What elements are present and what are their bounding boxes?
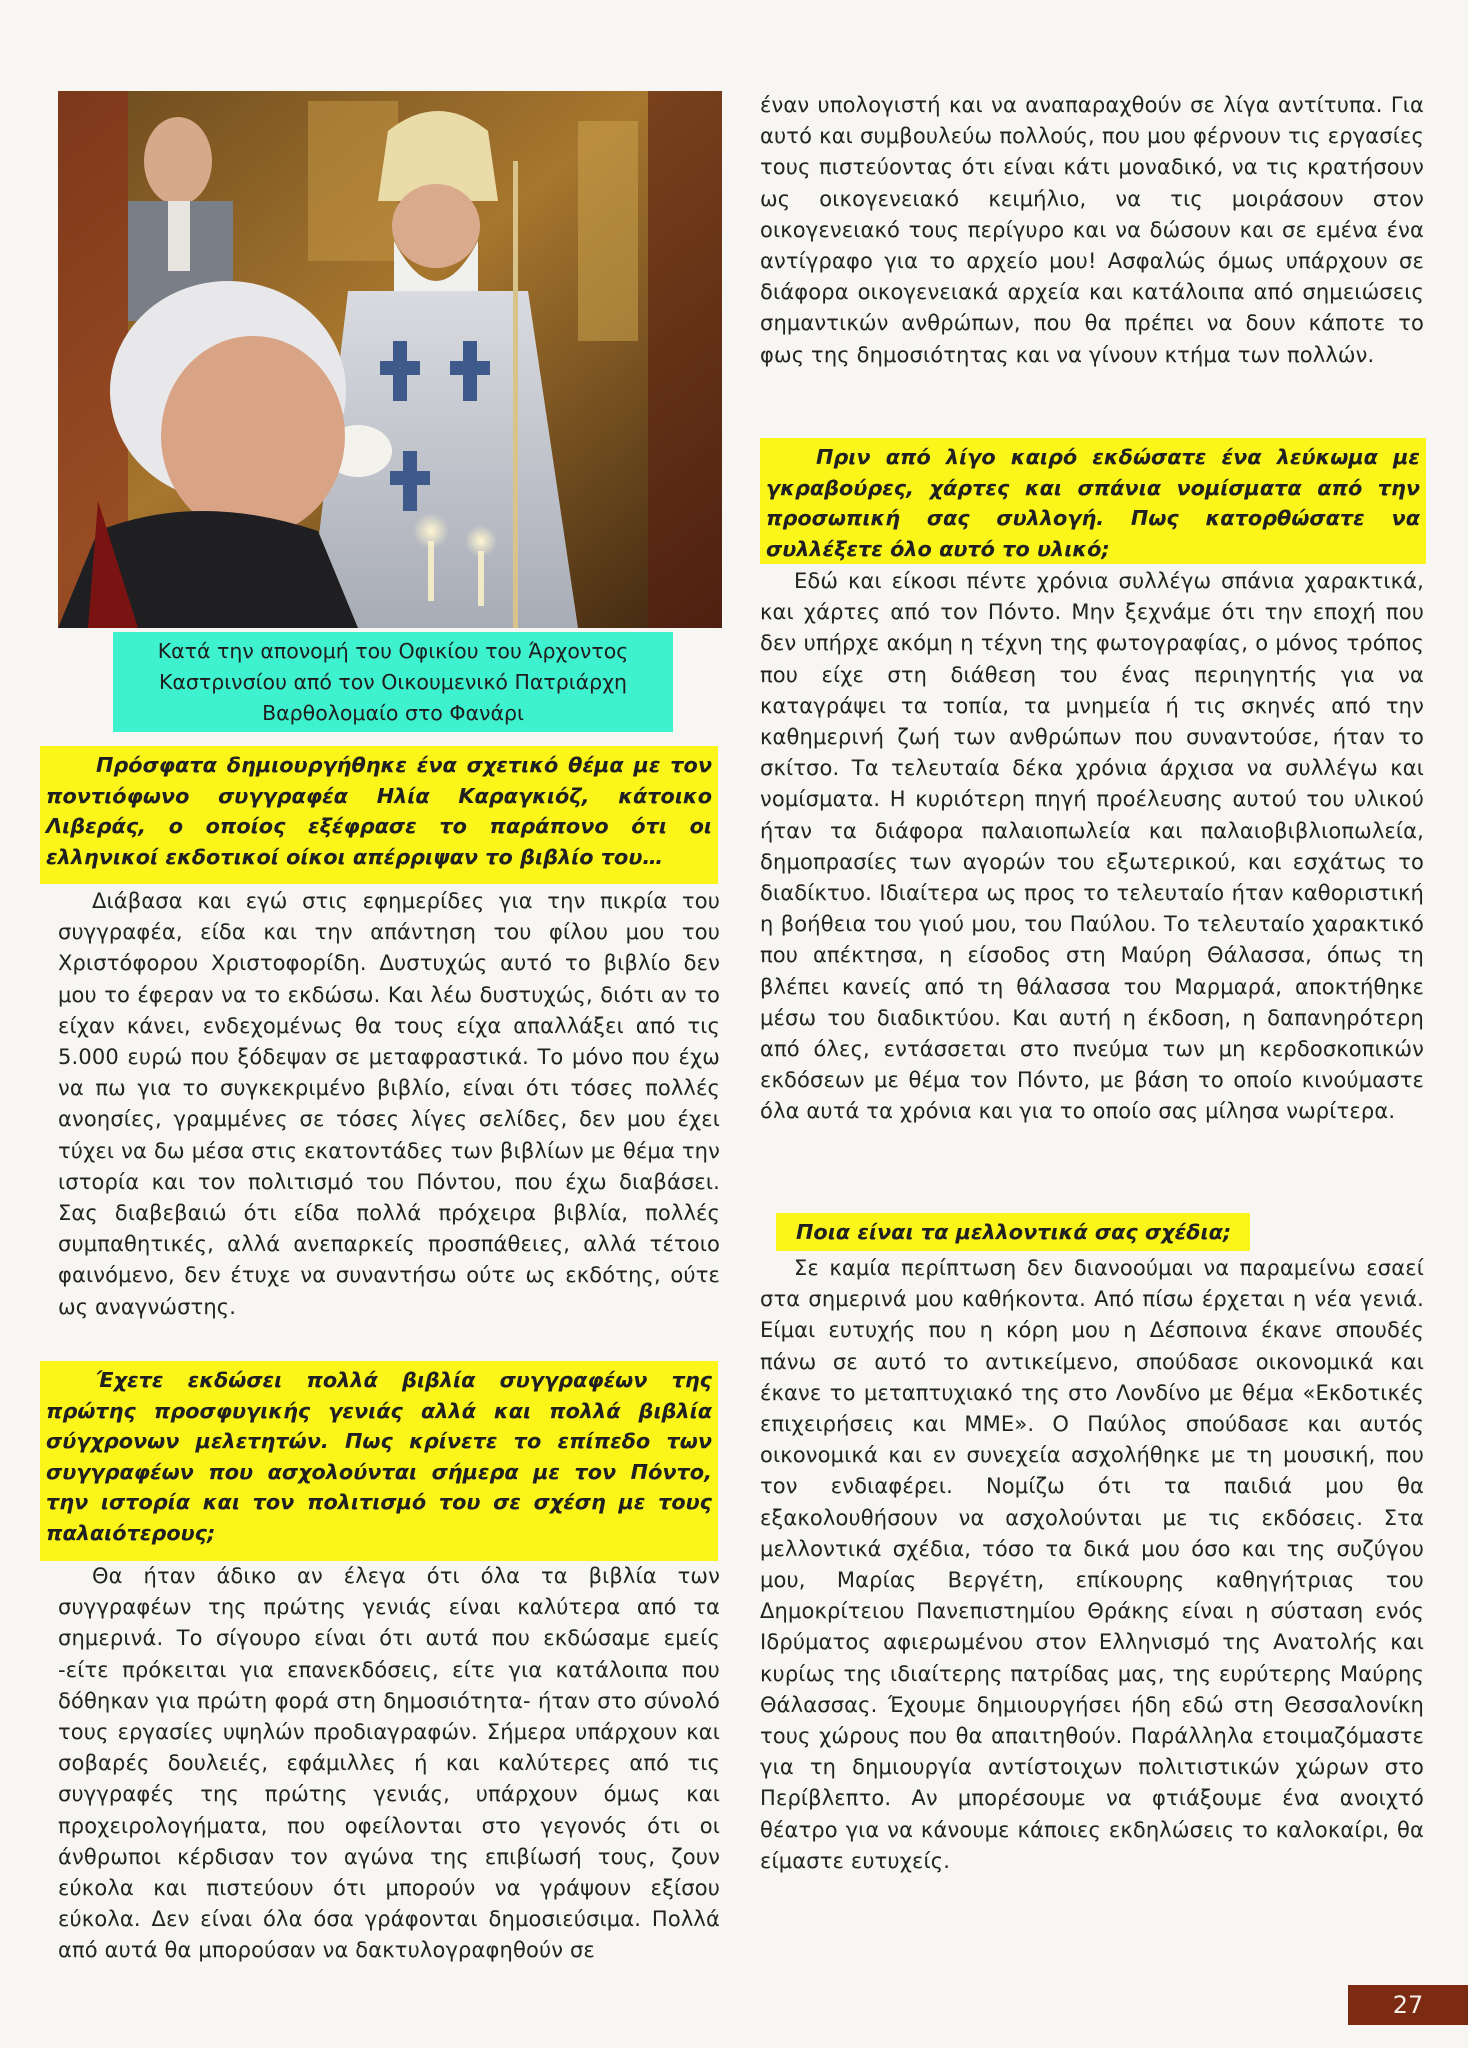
answer-3 xyxy=(760,566,1424,1128)
ceremony-photo xyxy=(58,91,722,628)
caption-line-3: Βαρθολομαίο στο Φανάρι xyxy=(262,701,524,725)
question-3-text: Πριν από λίγο καιρό εκδώσατε ένα λεύκωμα με γκραβούρες, χάρτες και σπάνια νομίσματα από την προσωπική σας συλλογή. Πως κατορθώσατε να συλλέξετε όλο αυτό το υλικό; xyxy=(766,445,1420,561)
answer-4 xyxy=(760,1253,1424,1877)
caption-line-1: Κατά την απονομή του Οφικίου του Άρχοντος xyxy=(157,639,629,663)
answer-2-text: Θα ήταν άδικο αν έλεγα ότι όλα τα βιβλία των συγγραφέων της πρώτης γενιάς είναι καλύτερα από τα σημερινά. Το σίγουρο είναι ότι αυτά που εκδώσαμε εμείς -είτε πρόκειται για επανεκδόσεις, είτε για κατάλοιπα που δόθηκαν για πρώτη φορά στη δημοσιότητα- ήταν στο σύνολό τους εργασίες υψηλών προδιαγραφών. Σήμερα υπάρχουν και σοβαρές δουλειές, εφάμιλλες ή και καλύτερες από τις συγγραφές της πρώτης γενιάς, υπάρχουν όμως και προχειρολογήματα, που οφείλονται στο γεγονός ότι οι άνθρωποι κέρδισαν τον αγώνα της επιβίωσή τους, ζουν εύκολα και πιστεύουν ότι μπορούν να γράψουν εξίσου εύκολα. Δεν είναι όλα όσα γράφονται δημοσιεύσιμα. Πολλά από αυτά θα μπορούσαν να δακτυλογραφηθούν σε xyxy=(58,1564,720,1963)
question-3 xyxy=(760,438,1426,564)
answer-2 xyxy=(58,1561,720,1967)
photo-caption xyxy=(113,632,673,732)
question-4-text: Ποια είναι τα μελλοντικά σας σχέδια; xyxy=(796,1220,1232,1244)
answer-4-text: Σε καμία περίπτωση δεν διανοούμαι να παραμείνω εσαεί στα σημερινά μου καθήκοντα. Από πίσω έρχεται η νέα γενιά. Είμαι ευτυχής που η κόρη μου η Δέσποινα έκανε σπουδές πάνω σε αυτό το αντικείμενο, σπούδασε οικονομικά και έκανε το μεταπτυχιακό της στο Λονδίνο με θέμα «Εκδοτικές επιχειρήσεις και ΜΜΕ». Ο Παύλος σπούδασε και αυτός οικονομικά και εν συνεχεία ασχολήθηκε με τη μουσική, που τον ενδιαφέρει. Νομίζω ότι τα παιδιά μου θα εξακολουθήσουν να ασχολούνται με τις εκδόσεις. Στα μελλοντικά σχέδια, τόσο τα δικά μου όσο και της συζύγου μου, Μαρίας Βεργέτη, επίκουρης καθηγήτριας του Δημοκρίτειου Πανεπιστημίου Θράκης είναι η σύσταση ενός Ιδρύματος αφιερωμένου στον Ελληνισμό της Ανατολής και κυρίως της ιδιαίτερης πατρίδας μας, της ευρύτερης Μαύρης Θάλασσας. Έχουμε δημιουργήσει ήδη εδώ στη Θεσσαλονίκη τους χώρους που θα απαιτηθούν. Παράλληλα ετοιμαζόμαστε για τη δημιουργία αντίστοιχων πολιτιστικών χώρων στο Περίβλεπτο. Αν μπορέσουμε να φτιάξουμε ένα ανοιχτό θέατρο για να κάνουμε κάποιες εκδηλώσεις το καλοκαίρι, θα είμαστε ευτυχείς. xyxy=(760,1256,1424,1873)
answer-1-text: Διάβασα και εγώ στις εφημερίδες για την πικρία του συγγραφέα, είδα και την απάντηση του φίλου μου του Χριστόφορου Χριστοφορίδη. Δυστυχώς αυτό το βιβλίο δεν μου το έφεραν να το εκδώσω. Και λέω δυστυχώς, διότι αν το είχαν κάνει, ενδεχομένως θα τους είχα απαλλάξει από τις 5.000 ευρώ που ξόδεψαν σε μεταφραστικά. Το μόνο που έχω να πω για το συγκεκριμένο βιβλίο, είναι ότι τόσες πολλές ανοησίες, γραμμένες σε τόσες λίγες σελίδες, δεν μου έχει τύχει να δω μέσα στις εκατοντάδες των βιβλίων με θέμα την ιστορία και τον πολιτισμό του Πόντου, που έχω διαβάσει. Σας διαβεβαιώ ότι είδα πολλά πρόχειρα βιβλία, πολλές συμπαθητικές, αλλά ανεπαρκείς προσπάθειες, αλλά τέτοιο φαινόμενο, δεν έτυχε να συναντήσω ούτε ως εκδότης, ούτε ως αναγνώστης. xyxy=(58,889,720,1319)
answer-2-continued-text: έναν υπολογιστή και να αναπαραχθούν σε λίγα αντίτυπα. Για αυτό και συμβουλεύω πολλούς, που μου φέρνουν τις εργασίες τους πιστεύοντας ότι είναι κάτι μοναδικό, να τις κρατήσουν ως οικογενειακό κειμήλιο, να τις μοιράσουν στον οικογενειακό τους περίγυρο και να δώσουν και σε εμένα ένα αντίγραφο για το αρχείο μου! Ασφαλώς όμως υπάρχουν σε διάφορα οικογενειακά αρχεία και κατάλοιπα από σημειώσεις σημαντικών ανθρώπων, που θα πρέπει να δουν κάποτε το φως της δημοσιότητας και να γίνουν κτήμα των πολλών. xyxy=(760,93,1424,367)
question-4 xyxy=(776,1213,1250,1251)
question-2 xyxy=(40,1361,718,1561)
answer-3-text: Εδώ και είκοσι πέντε χρόνια συλλέγω σπάνια χαρακτικά, και χάρτες από τον Πόντο. Μην ξεχνάμε ότι την εποχή που δεν υπήρχε ακόμη η τέχνη της φωτογραφίας, ο μόνος τρόπος που είχε στη διάθεση του ένας περιηγητής για να καταγράψει τα τοπία, τα μνημεία ή τις σκηνές από την καθημερινή ζωή των ανθρώπων που συναντούσε, ήταν το σκίτσο. Τα τελευταία δέκα χρόνια άρχισα να συλλέγω και νομίσματα. Η κυριότερη πηγή προέλευσης αυτού του υλικού ήταν τα διάφορα παλαιοπωλεία και παλαιοβιβλιοπωλεία, δημοπρασίες των αγορών του εξωτερικού, και εσχάτως το διαδίκτυο. Ιδιαίτερα ως προς το τελευταίο ήταν καθοριστική η βοήθεια του γιού μου, του Παύλου. Το τελευταίο χαρακτικό που απέκτησα, η είσοδος στη Μαύρη Θάλασσα, όπως τη βλέπει κανείς από τη θάλασσα του Μαρμαρά, αποκτήθηκε μέσω του διαδικτύου. Και αυτή η έκδοση, η δαπανηρότερη από όλες, εντάσσεται στο πνεύμα των μη κερδοσκοπικών εκδόσεων με θέμα τον Πόντο, με βάση το οποίο κινούμαστε όλα αυτά τα χρόνια και για το οποίο σας μίλησα νωρίτερα. xyxy=(760,569,1424,1124)
page-number: 27 xyxy=(1348,1985,1468,2025)
question-2-text: Έχετε εκδώσει πολλά βιβλία συγγραφέων της πρώτης προσφυγικής γενιάς αλλά και πολλά βιβλία σύγχρονων μελετητών. Πως κρίνετε το επίπεδο των συγγραφέων που ασχολούνται σήμερα με τον Πόντο, την ιστορία και τον πολιτισμό του σε σχέση με τους παλαιότερους; xyxy=(46,1368,712,1545)
answer-2-continued xyxy=(760,90,1424,371)
question-1-text: Πρόσφατα δημιουργήθηκε ένα σχετικό θέμα με τον ποντιόφωνο συγγραφέα Ηλία Καραγκιόζ, κάτοικο Λιβεράς, ο οποίος εξέφρασε το παράπονο ότι οι ελληνικοί εκδοτικοί οίκοι απέρριψαν το βιβλίο του… xyxy=(46,753,712,869)
question-1 xyxy=(40,746,718,884)
answer-1 xyxy=(58,886,720,1323)
caption-line-2: Καστρινσίου από τον Οικουμενικό Πατριάρχη xyxy=(158,670,628,694)
ceremony-photo-illustration xyxy=(58,91,722,628)
